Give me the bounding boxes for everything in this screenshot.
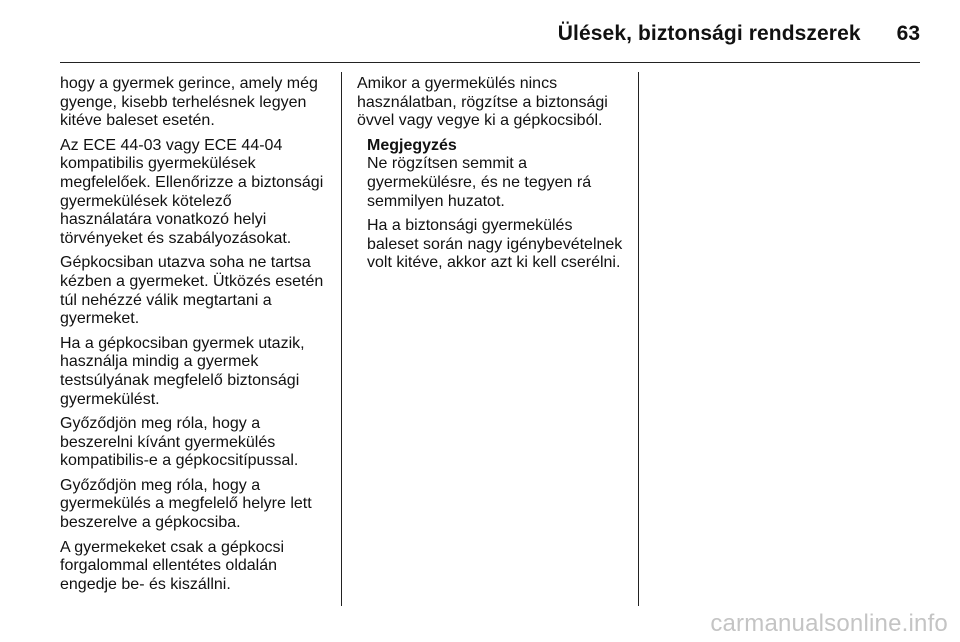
left-column bbox=[60, 75, 335, 600]
page-number: 63 bbox=[896, 22, 920, 45]
note-box bbox=[367, 137, 629, 273]
note-paragraph: Ne rögzítsen semmit a gyermekülésre, és ne tegyen rá semmilyen huzatot. bbox=[367, 155, 592, 210]
right-column bbox=[357, 75, 629, 279]
paragraph: Ha a gépkocsiban gyermek utazik, használja mindig a gyermek testsúlyának megfelelő biztonsági gyermekülést. bbox=[60, 334, 305, 408]
column-divider bbox=[638, 72, 639, 606]
paragraph: hogy a gyermek gerince, amely még gyenge, kisebb terhelésnek legyen kitéve baleset esetén. bbox=[60, 75, 318, 130]
paragraph: Az ECE 44-03 vagy ECE 44-04 kompatibilis gyermekülések megfelelőek. Ellenőrizze a biztonsági gyermekülések kötelező használatára vonatkozó helyi törvényeket és szabályozásokat. bbox=[60, 136, 324, 247]
paragraph: Győződjön meg róla, hogy a beszerelni kívánt gyermekülés kompatibilis-e a gépkocsitípussal. bbox=[60, 415, 299, 470]
section-title: Ülések, biztonsági rendszerek bbox=[557, 22, 861, 45]
note-paragraph: Ha a biztonsági gyermekülés baleset során nagy igénybevételnek volt kitéve, akkor azt ki kell cserélni. bbox=[367, 217, 623, 272]
paragraph: Amikor a gyermekülés nincs használatban, rögzítse a biztonsági övvel vagy vegye ki a gépkocsiból. bbox=[357, 75, 608, 130]
page-header bbox=[60, 14, 920, 54]
note-heading: Megjegyzés bbox=[367, 136, 457, 154]
header-rule bbox=[60, 62, 920, 63]
watermark: carmanualsonline.info bbox=[710, 610, 948, 637]
paragraph: Gépkocsiban utazva soha ne tartsa kézben a gyermeket. Ütközés esetén túl nehézzé válik megtartani a gyermeket. bbox=[60, 254, 324, 328]
paragraph: Győződjön meg róla, hogy a gyermekülés a megfelelő helyre lett beszerelve a gépkocsiba. bbox=[60, 476, 312, 532]
paragraph: A gyermekeket csak a gépkocsi forgalommal ellentétes oldalán engedje be- és kiszállni. bbox=[60, 538, 285, 593]
column-divider bbox=[341, 72, 342, 606]
